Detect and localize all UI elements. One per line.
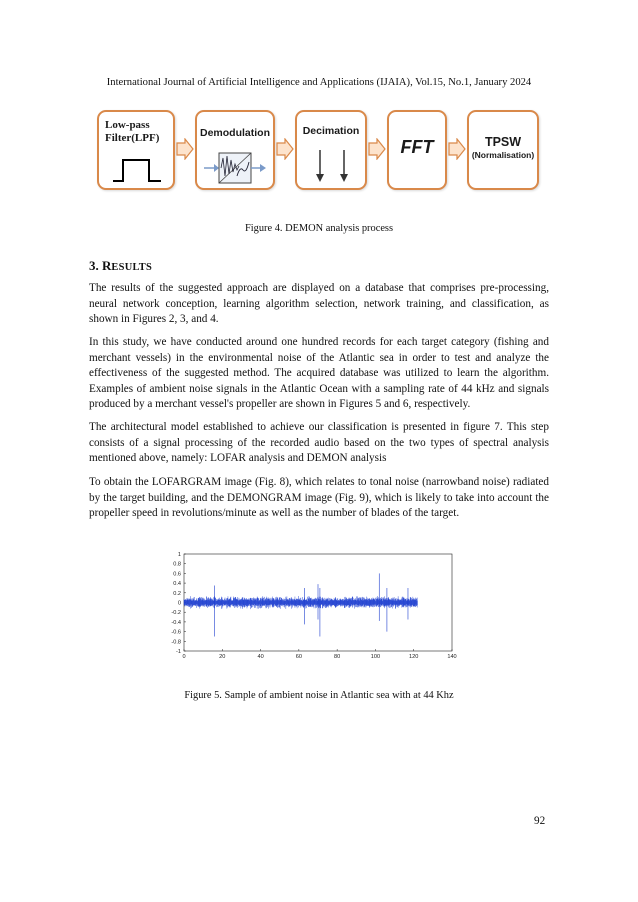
lpf-block: [97, 110, 175, 190]
arrow-icon: [176, 138, 194, 160]
paragraph-2: In this study, we have conducted around one hundred records for each target category (fishing and merchant vessels) in the environmental noise of the Atlantic sea in order to test and analyze the effectiveness of the suggested method. The acquired database was utilized to learn the algorithm. Examples of ambient noise signals in the Atlantic Ocean with a sampling rate of 44 kHz and signals produced by a merchant vessel's propeller are shown in Figures 5 and 6, respectively.: [89, 336, 549, 410]
x-tick-label: 100: [370, 654, 381, 660]
y-tick-label: -1: [176, 649, 181, 655]
y-tick-label: -0.6: [171, 629, 181, 636]
paragraph-1: The results of the suggested approach are displayed on a database that comprises pre-processing, neural network conception, learning algorithm selection, network training, and classification, as shown in Figures 2, 3, and 4.: [89, 282, 549, 325]
arrow-icon: [276, 138, 294, 160]
section-title-rest: ESULTS: [111, 262, 153, 273]
x-tick-label: 20: [219, 654, 226, 660]
normalisation-label: (Normalisation): [471, 150, 535, 161]
figure4-caption: Figure 4. DEMON analysis process: [244, 223, 394, 234]
demodulation-block: [195, 110, 275, 190]
x-tick-label: 60: [295, 654, 302, 660]
arrow-icon: [368, 138, 386, 160]
x-tick-label: 140: [447, 654, 457, 660]
section-title-initial: R: [102, 258, 112, 273]
y-tick-label: -0.2: [171, 610, 181, 617]
page-number: 92: [534, 815, 546, 827]
y-tick-label: 0.8: [173, 561, 181, 568]
y-tick-label: -0.4: [171, 619, 181, 626]
y-tick-label: 1: [177, 552, 181, 558]
x-tick-label: 0: [182, 654, 186, 660]
tpsw-block: [467, 110, 539, 190]
demon-process-diagram: [97, 104, 539, 194]
y-tick-label: 0.2: [173, 590, 181, 597]
paragraph-3: The architectural model established to achieve our classification is presented in figure 7. This step consists of a signal processing of the recorded audio based on the two types of spectral analysis mentioned above, namely: LOFAR analysis and DEMON analysis: [89, 421, 549, 464]
y-tick-label: 0.4: [173, 581, 181, 588]
x-tick-label: 40: [257, 654, 264, 660]
paragraph-4: To obtain the LOFARGRAM image (Fig. 8), which relates to tonal noise (narrowband noise) radiated by the target building, and the DEMONGRAM image (Fig. 9), which is likely to take into account the propeller speed in revolutions/minute as well as the number of blades of the target.: [89, 476, 549, 519]
lpf-label-line2: Filter(LPF): [105, 131, 160, 144]
section-heading: [89, 258, 152, 274]
y-tick-label: 0.6: [173, 571, 181, 578]
y-tick-label: 0: [177, 600, 181, 607]
lpf-label-line1: Low-pass: [105, 119, 150, 131]
arrow-icon: [448, 138, 466, 160]
demodulator-icon: [204, 146, 268, 186]
x-tick-label: 120: [409, 654, 419, 660]
x-tick-label: 80: [334, 654, 341, 660]
down-arrows-icon: [311, 146, 355, 186]
y-tick-label: -0.8: [171, 639, 181, 646]
demodulation-label: Demodulation: [200, 127, 270, 139]
fft-label: FFT: [400, 137, 434, 157]
decimation-block: [295, 110, 367, 190]
ambient-noise-chart: [158, 548, 470, 664]
section-number: 3.: [89, 258, 99, 273]
square-pulse-icon: [111, 157, 163, 183]
running-header: International Journal of Artificial Intelligence and Applications (IJAIA), Vol.15, No.1, January 2024: [106, 77, 532, 88]
fft-block: [387, 110, 447, 190]
decimation-label: Decimation: [302, 125, 360, 137]
figure5-caption: Figure 5. Sample of ambient noise in Atlantic sea with at 44 Khz: [184, 690, 454, 701]
tpsw-label: TPSW: [484, 135, 522, 149]
